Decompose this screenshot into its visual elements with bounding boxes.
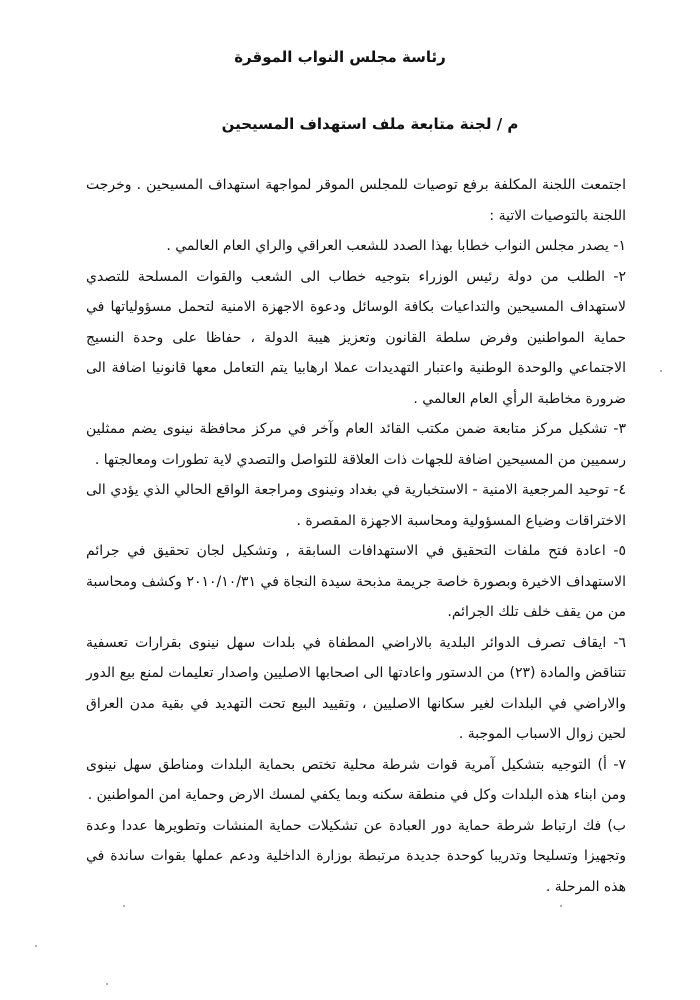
intro-paragraph: اجتمعت اللجنة المكلفة برفع توصيات للمجلس الموقر لمواجهة استهداف المسيحين . وخرجت اللجنة بالتوصيات الاتية : <box>86 177 626 224</box>
scan-speck <box>660 370 662 372</box>
addressee-heading: رئاسة مجلس النواب الموقرة <box>234 48 446 66</box>
recommendation-2: ٢- الطلب من دولة رئيس الوزراء بتوجيه خطاب الى الشعب والقوات المسلحة للتصدي لاستهداف المسيحين والتداعيات بكافة الوسائل ودعوة الاجهزة الامنية لتحمل مسؤولياتها في حماية المواطنين وفرض سلطة القانون وتعزيز هيبة الدولة ، حفاظا على وحدة النسيج الاجتماعي والوحدة الوطنية واعتبار التهديدات عملا ارهابيا يتم التعامل معها قانونيا اضافة الى ضرورة مخاطبة الرأي العام العالمي . <box>86 268 626 407</box>
recommendation-3: ٣- تشكيل مركز متابعة ضمن مكتب القائد العام وآخر في مركز محافظة نينوى يضم ممثلين رسميين من المسيحين اضافة للجهات ذات العلاقة للتواصل والتصدي لاية تطورات ومعالجتها . <box>86 421 626 468</box>
recommendation-6: ٦- ايقاف تصرف الدوائر البلدية بالاراضي المطفاة في بلدات سهل نينوى بقرارات تعسفية تتناقض والمادة (٢٣) من الدستور واعادتها الى اصحابها الاصليين واصدار تعليمات لمنع بيع الدور والاراضي في البلدات لغير سكانها الاصليين ، وتقييد البيع تحت التهديد في بقية مدن العراق لحين زوال الاسباب الموجبة . <box>86 634 626 742</box>
scan-speck <box>35 945 37 947</box>
recommendation-4: ٤- توحيد المرجعية الامنية - الاستخبارية في بغداد ونينوى ومراجعة الواقع الحالي الذي يؤدي الى الاختراقات وضياع المسؤولية ومحاسبة الاجهزة المقصرة . <box>86 482 626 529</box>
recommendation-7b: ب) فك ارتباط شرطة حماية دور العبادة عن تشكيلات حماية المنشات وتطويرها عددا وعدة وتجهيزا وتسليحا وتدريبا كوحدة جديدة مرتبطة بوزارة الداخلية ودعم عملها بقوات ساندة في هذه المرحلة . <box>86 817 626 895</box>
subject-line: م / لجنة متابعة ملف استهداف المسيحين <box>221 115 519 133</box>
scan-speck <box>560 905 562 907</box>
document-body <box>86 170 626 902</box>
recommendation-5: ٥- اعادة فتح ملفات التحقيق في الاستهدافات السابقة , وتشكيل لجان تحقيق في جرائم الاستهداف الاخيرة وبصورة خاصة جريمة مذبحة سيدة النجاة في ٢٠١٠/١٠/٣١ وكشف ومحاسبة من من يقف خلف تلك الجرائم. <box>86 543 626 620</box>
recommendation-7a: ٧- أ) التوجيه بتشكيل آمرية قوات شرطة محلية تختص بحماية البلدات ومناطق سهل نينوى ومن ابناء هذه البلدات وكل في منطقة سكنه وبما يكفي لمسك الارض وحماية امن المواطنين . <box>86 756 626 803</box>
recommendation-1: ١- يصدر مجلس النواب خطابا بهذا الصدد للشعب العراقي والراي العام العالمي . <box>166 238 626 254</box>
scan-speck <box>123 905 125 907</box>
scan-speck <box>106 983 108 985</box>
